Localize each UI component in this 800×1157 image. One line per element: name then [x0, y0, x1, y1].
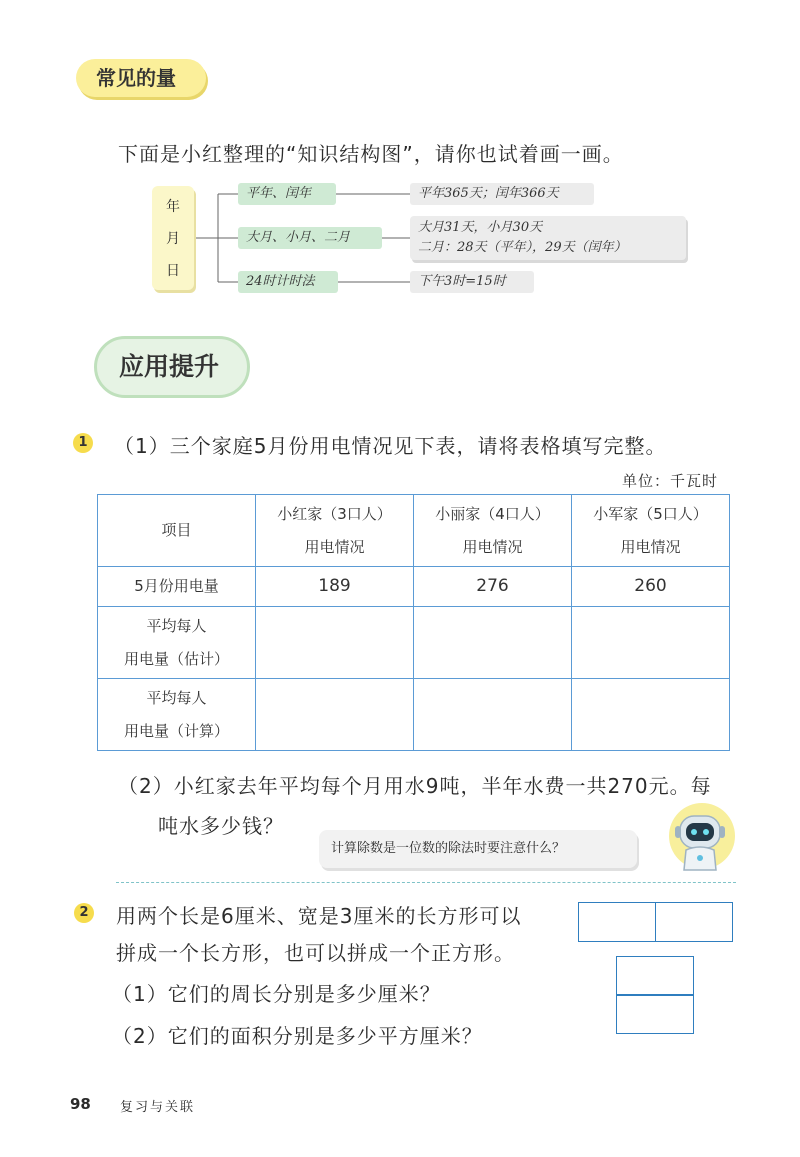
header-xiaohong-line2: 用电情况 [304, 537, 365, 556]
header-xiaohong [256, 495, 414, 567]
row-label-line2: 用电量（估计） [123, 649, 229, 668]
table-unit: 单位：千瓦时 [622, 472, 719, 490]
answer-cell[interactable] [572, 607, 730, 679]
diagram-root [152, 186, 194, 290]
table-row [98, 607, 730, 679]
row-label-calculate [98, 679, 256, 751]
question-1-part-1: （1）三个家庭5月份用电情况见下表，请将表格填写完整。 [114, 434, 667, 458]
question-2-sub-2: （2）它们的面积分别是多少平方厘米？ [112, 1024, 483, 1048]
square-top-half [616, 956, 694, 996]
header-xiaohong-line1: 小红家（3口人） [277, 504, 392, 523]
table-row [98, 679, 730, 751]
page-number: 98 [70, 1095, 91, 1113]
section-label-application: 应用提升 [94, 336, 250, 398]
electricity-table [97, 494, 730, 751]
detail-leap-year: 平年365天；闰年366天 [410, 183, 594, 205]
square-bottom-half [616, 994, 694, 1034]
answer-cell[interactable] [256, 679, 414, 751]
detail-month-types [410, 216, 686, 260]
header-xiaojun [572, 495, 730, 567]
detail-month-line2: 二月：28天（平年），29天（闰年） [418, 240, 627, 255]
question-2-line-2: 拼成一个长方形，也可以拼成一个正方形。 [116, 941, 515, 965]
answer-cell[interactable] [256, 607, 414, 679]
question-1-part-2-line-1: （2）小红家去年平均每个月用水9吨，半年水费一共270元。每 [118, 774, 712, 798]
branch-24-hour: 24时计时法 [238, 271, 338, 293]
question-number-badge: 2 [74, 903, 94, 923]
branch-month-types: 大月、小月、二月 [238, 227, 382, 249]
diagram-connectors [0, 0, 800, 320]
question-2-sub-1: （1）它们的周长分别是多少厘米？ [112, 982, 441, 1006]
row-label-line1: 平均每人 [146, 688, 207, 707]
root-char-day: 日 [166, 263, 180, 279]
horizontal-rectangle-right [655, 902, 733, 942]
table-header-row [98, 495, 730, 567]
header-xiaoli [414, 495, 572, 567]
cell-value: 276 [414, 567, 572, 607]
detail-month-line1: 大月31天，小月30天 [418, 220, 543, 235]
question-number-badge: 1 [73, 433, 93, 453]
answer-cell[interactable] [414, 679, 572, 751]
question-2-line-1: 用两个长是6厘米、宽是3厘米的长方形可以 [116, 904, 522, 928]
table-row [98, 567, 730, 607]
header-item: 项目 [98, 495, 256, 567]
answer-cell[interactable] [414, 607, 572, 679]
page-footer-title: 复习与关联 [120, 1100, 196, 1115]
cell-value: 260 [572, 567, 730, 607]
row-label-line2: 用电量（计算） [123, 721, 229, 740]
root-char-month: 月 [166, 231, 180, 247]
answer-cell[interactable] [572, 679, 730, 751]
row-label-estimate [98, 607, 256, 679]
question-1-part-2-line-2: 吨水多少钱？ [158, 814, 284, 838]
intro-text: 下面是小红整理的“知识结构图”，请你也试着画一画。 [118, 142, 624, 166]
horizontal-rectangle-left [578, 902, 656, 942]
header-xiaoli-line2: 用电情况 [462, 537, 523, 556]
header-xiaojun-line2: 用电情况 [620, 537, 681, 556]
detail-24-hour: 下午3时=15时 [410, 271, 534, 293]
row-label-line1: 平均每人 [146, 616, 207, 635]
row-label-may-usage: 5月份用电量 [98, 567, 256, 607]
header-xiaoli-line1: 小丽家（4口人） [435, 504, 550, 523]
section-divider [116, 882, 736, 883]
header-xiaojun-line1: 小军家（5口人） [593, 504, 708, 523]
root-char-year: 年 [166, 199, 180, 215]
robot-mascot-icon [664, 800, 736, 874]
cell-value: 189 [256, 567, 414, 607]
branch-leap-year: 平年、闰年 [238, 183, 336, 205]
section-label-common-quantities: 常见的量 [76, 59, 206, 97]
hint-bubble: 计算除数是一位数的除法时要注意什么？ [319, 830, 637, 868]
